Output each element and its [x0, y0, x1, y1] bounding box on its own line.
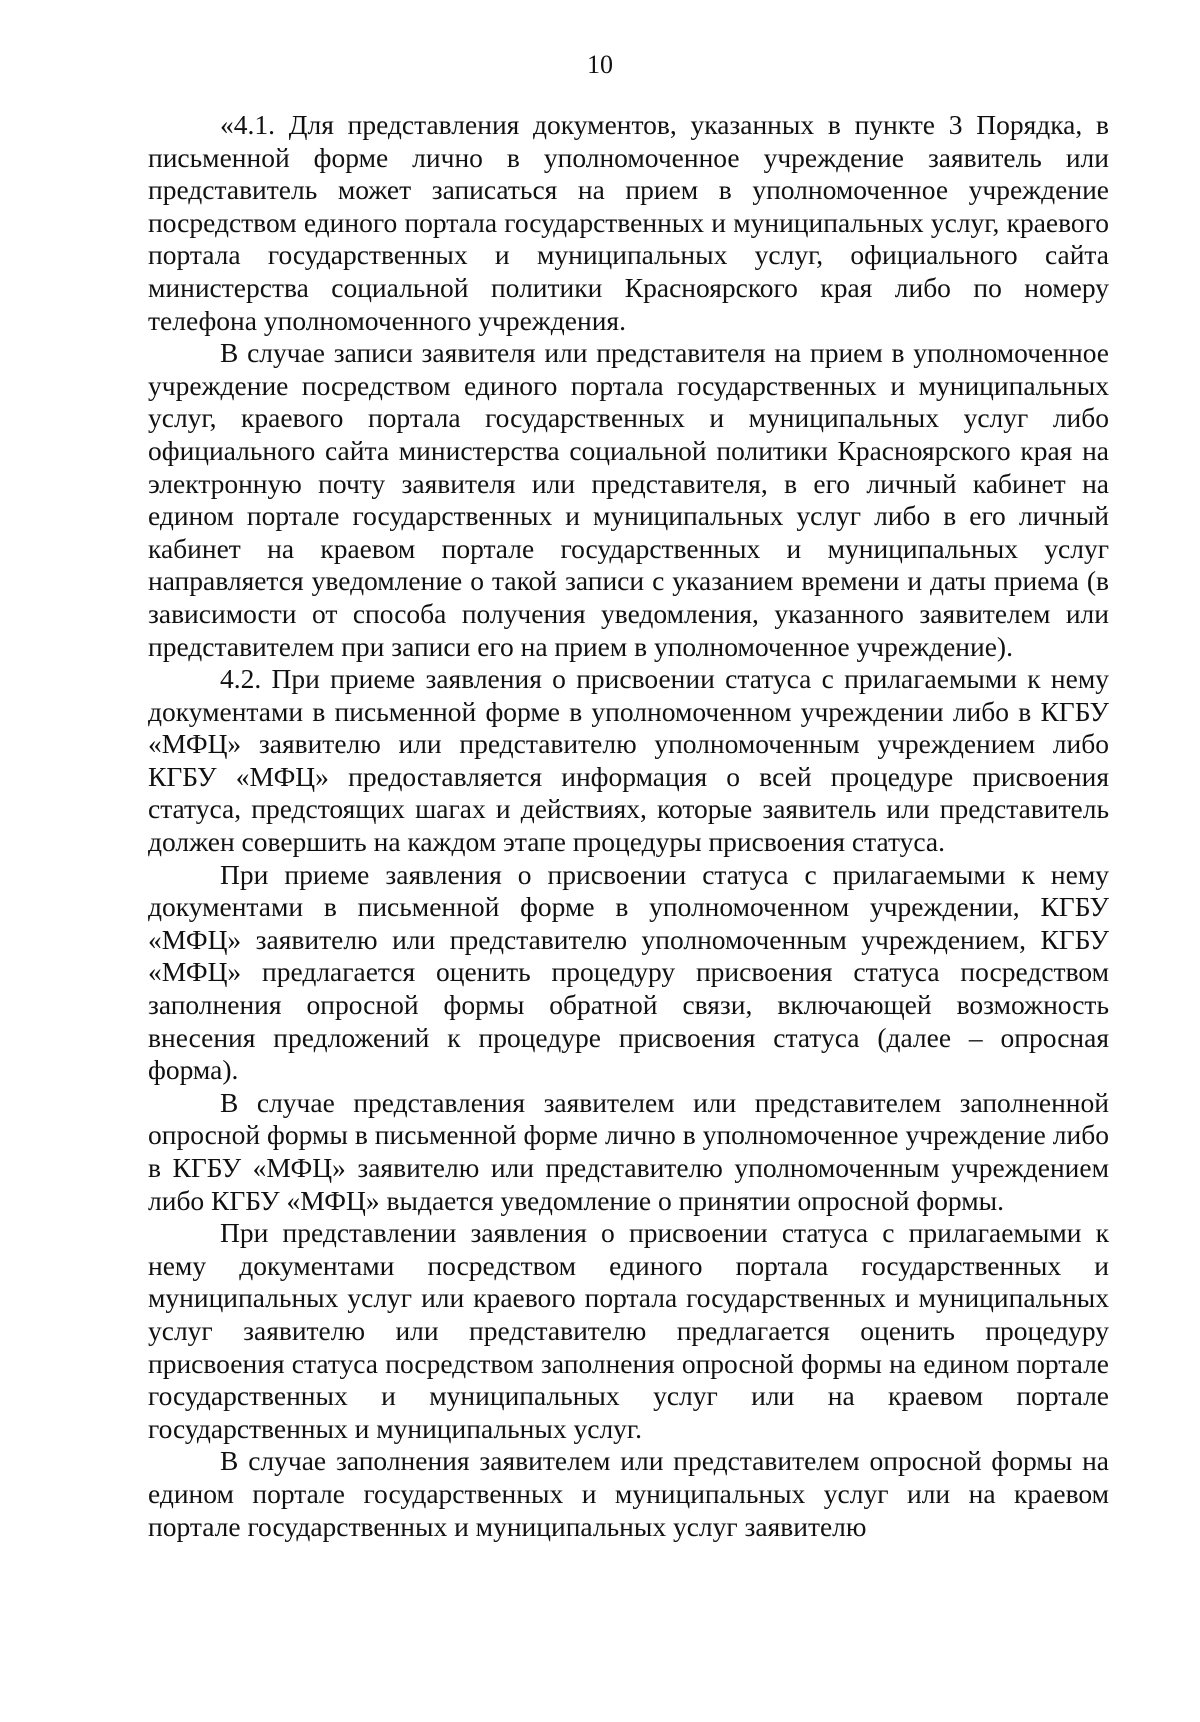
paragraph-survey-receipt: В случае представления заявителем или представителем заполненной опросной формы в письменной форме лично в уполномоченное учреждение либо в КГБУ «МФЦ» заявителю или представителю уполномоченным учреждением либо КГБУ «МФЦ» выдается уведомление о принятии опросной формы. [148, 1086, 1109, 1216]
paragraph-4-2: 4.2. При приеме заявления о присвоении статуса с прилагаемыми к нему документами в письменной форме в уполномоченном учреждении либо в КГБУ «МФЦ» заявителю или представителю уполномоченным учреждением либо КГБУ «МФЦ» предоставляется информация о всей процедуре присвоения статуса, предстоящих шагах и действиях, которые заявитель или представитель должен совершить на каждом этапе процедуры присвоения статуса. [148, 663, 1109, 858]
paragraph-4-1: «4.1. Для представления документов, указанных в пункте 3 Порядка, в письменной форме лично в уполномоченное учреждение заявитель или представитель может записаться на прием в уполномоченное учреждение посредством единого портала государственных и муниципальных услуг, краевого портала государственных и муниципальных услуг, официального сайта министерства социальной политики Красноярского края либо по номеру телефона уполномоченного учреждения. [148, 109, 1109, 336]
page-number: 10 [587, 50, 613, 79]
paragraph-portal-survey: При представлении заявления о присвоении статуса с прилагаемыми к нему документами посредством единого портала государственных и муниципальных услуг или краевого портала государственных и муниципальных услуг заявителю или представителю предлагается оценить процедуру присвоения статуса посредством заполнения опросной формы на едином портале государственных и муниципальных услуг или на краевом портале государственных и муниципальных услуг. [148, 1217, 1109, 1444]
document-body [148, 109, 1109, 1543]
paragraph-portal-survey-filled: В случае заполнения заявителем или представителем опросной формы на едином портале государственных и муниципальных услуг или на краевом портале государственных и муниципальных услуг заявителю [148, 1445, 1109, 1542]
paragraph-survey-offer: При приеме заявления о присвоении статуса с прилагаемыми к нему документами в письменной форме в уполномоченном учреждении, КГБУ «МФЦ» заявителю или представителю уполномоченным учреждением, КГБУ «МФЦ» предлагается оценить процедуру присвоения статуса посредством заполнения опросной формы обратной связи, включающей возможность внесения предложений к процедуре присвоения статуса (далее – опросная форма). [148, 858, 1109, 1086]
paragraph-appointment-notice: В случае записи заявителя или представителя на прием в уполномоченное учреждение посредством единого портала государственных и муниципальных услуг, краевого портала государственных и муниципальных услуг либо официального сайта министерства социальной политики Красноярского края на электронную почту заявителя или представителя, в его личный кабинет на едином портале государственных и муниципальных услуг либо в его личный кабинет на краевом портале государственных и муниципальных услуг направляется уведомление о такой записи с указанием времени и даты приема (в зависимости от способа получения уведомления, указанного заявителем или представителем при записи его на прием в уполномоченное учреждение). [148, 337, 1109, 662]
